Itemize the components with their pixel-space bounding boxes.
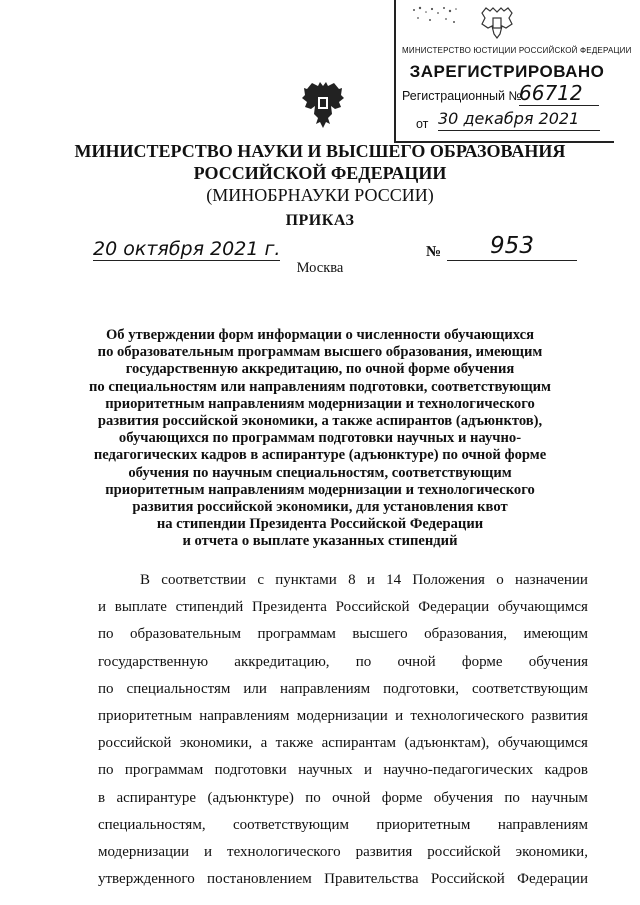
body-word: экономики, (515, 844, 588, 861)
title-line: и отчета о выплате указанных стипендий (182, 533, 458, 550)
ministry-name-line2: РОССИЙСКОЙ ФЕДЕРАЦИИ (193, 163, 447, 183)
order-body-text (98, 567, 588, 893)
stamp-reg-label: Регистрационный № (402, 89, 522, 103)
body-word: Президента (252, 599, 327, 616)
body-word: научных (298, 762, 353, 779)
body-word: также (275, 735, 314, 752)
body-word: 8 (348, 572, 356, 588)
stamp-from-label: от (416, 117, 429, 131)
body-word: аспирантуре (116, 789, 197, 806)
body-word: соответствующим (471, 680, 588, 697)
body-word: развития (531, 708, 588, 725)
body-line (98, 621, 588, 648)
body-word: и (98, 599, 107, 616)
body-word: направлениям (497, 816, 588, 833)
body-word: образовательным (130, 626, 241, 643)
body-word: Правительства (324, 871, 419, 888)
body-word: технологического (227, 844, 341, 861)
body-line (98, 812, 588, 839)
body-word: форме (381, 789, 423, 806)
number-sign: № (426, 244, 442, 260)
body-word: по (98, 762, 114, 779)
body-line (98, 567, 588, 594)
body-line (98, 866, 588, 893)
body-word: научным (531, 789, 588, 806)
coat-of-arms-icon (300, 80, 346, 130)
body-word: программам (124, 762, 204, 779)
body-word: научно-педагогических (383, 762, 534, 779)
body-word: обучающимся (497, 735, 588, 752)
registration-stamp (394, 0, 632, 143)
title-line: по образовательным программам высшего образования, имеющим (97, 344, 543, 361)
body-word: форме (461, 653, 503, 670)
body-word: и (364, 762, 373, 779)
title-line: развития российской экономики, а также аспирантов (адъюнктов), (97, 413, 543, 430)
body-word: развития (355, 844, 413, 861)
body-word: с (257, 572, 264, 588)
body-word: очной (332, 789, 371, 806)
body-word: аспирантам (321, 735, 397, 752)
body-word: подготовки (214, 762, 287, 779)
title-line: по специальностям или направлениям подготовки, соответствующим (89, 378, 551, 395)
body-word: российской (427, 844, 501, 861)
stamp-ministry-name: МИНИСТЕРСТВО ЮСТИЦИИ РОССИЙСКОЙ ФЕДЕРАЦИИ (402, 46, 632, 55)
title-line: приоритетным направлениям модернизации и технологического (105, 395, 535, 412)
body-word: и (204, 844, 213, 861)
stamp-reg-number: 66712 (519, 81, 599, 106)
body-word: (адъюнктуре) (207, 789, 294, 806)
body-word: приоритетным (98, 708, 192, 725)
body-word: Федерации (517, 871, 588, 888)
body-word: подготовки, (383, 680, 459, 697)
body-word: о (496, 572, 504, 588)
body-word: обучающимся (497, 599, 588, 616)
body-word: назначении (514, 572, 588, 588)
body-word: экономики, (179, 735, 253, 752)
body-line (98, 594, 588, 621)
body-word: утвержденного (98, 871, 195, 888)
body-word: образования, (424, 626, 508, 643)
title-line: Об утверждении форм информации о численности обучающихся (105, 327, 535, 343)
title-line: приоритетным направлениям модернизации и технологического (105, 481, 535, 498)
stamp-reg-date: 30 декабря 2021 (438, 108, 600, 131)
body-word: модернизации (98, 844, 190, 861)
body-word: стипендий (175, 599, 244, 616)
body-word: специальностям, (98, 816, 206, 833)
body-word: и (366, 572, 375, 588)
body-word: соответствии (161, 572, 247, 588)
body-word: очной (397, 653, 436, 670)
body-line (98, 703, 588, 730)
title-line: педагогических кадров в аспирантуре (адъюнктуре) по очной форме (93, 447, 547, 464)
body-word: Положения (412, 572, 485, 588)
body-word: имеющим (523, 626, 588, 643)
body-word: программам (257, 626, 336, 643)
body-word: специальностям (126, 680, 231, 697)
body-word: постановлением (207, 871, 312, 888)
body-word: или (243, 680, 267, 697)
order-title: ПРИКАЗ (285, 212, 355, 229)
title-line: государственную аккредитацию, по очной форме обучения (125, 361, 515, 378)
order-date: 20 октября 2021 г. (93, 238, 281, 260)
order-number: 953 (447, 232, 577, 261)
body-line (98, 785, 588, 812)
body-word: направлениям (279, 680, 371, 697)
ministry-short-name: (МИНОБРНАУКИ РОССИИ) (206, 185, 434, 205)
body-word: пунктами (275, 572, 337, 588)
body-word: российской (98, 735, 172, 752)
body-word: а (260, 735, 268, 752)
body-word: 14 (386, 572, 402, 588)
title-line: на стипендии Президента Российской Федерации (156, 516, 484, 533)
body-word: в (98, 789, 106, 806)
body-word: выплате (114, 599, 167, 616)
body-word: высшего (352, 626, 408, 643)
body-word: по (504, 789, 520, 806)
body-line (98, 676, 588, 703)
double-headed-eagle-icon (476, 4, 518, 44)
stamp-registered-label: ЗАРЕГИСТРИРОВАНО (409, 62, 605, 81)
order-subject-title (0, 327, 640, 551)
body-word: кадров (544, 762, 588, 779)
stamp-noise-icon (410, 4, 460, 28)
title-line: развития российской экономики, для установления квот (132, 499, 508, 516)
body-word: по (98, 680, 114, 697)
body-word: аккредитацию, (234, 653, 330, 670)
body-word: Российской (335, 599, 410, 616)
body-word: государственную (98, 653, 209, 670)
body-line (98, 730, 588, 757)
body-word: по (305, 789, 321, 806)
city-name: Москва (296, 260, 344, 276)
body-line (98, 649, 588, 676)
body-word: модернизации (296, 708, 388, 725)
body-word: и (395, 708, 404, 725)
title-line: обучения по научным специальностям, соответствующим (128, 464, 512, 481)
ministry-name-line1: МИНИСТЕРСТВО НАУКИ И ВЫСШЕГО ОБРАЗОВАНИЯ (74, 141, 566, 161)
body-word: по (98, 626, 114, 643)
body-word: по (355, 653, 372, 670)
body-word: Федерации (418, 599, 490, 616)
body-word: приоритетным (376, 816, 471, 833)
body-line (98, 839, 588, 866)
body-line (98, 757, 588, 784)
body-word: соответствующим (233, 816, 349, 833)
body-word: технологического (410, 708, 524, 725)
body-word: В (140, 572, 151, 588)
body-word: Российской (430, 871, 505, 888)
title-line: обучающихся по программам подготовки научных и научно- (118, 430, 522, 447)
body-word: обучения (528, 653, 588, 670)
body-word: обучения (433, 789, 494, 806)
body-word: (адъюнктам), (404, 735, 490, 752)
body-word: направлениям (199, 708, 290, 725)
